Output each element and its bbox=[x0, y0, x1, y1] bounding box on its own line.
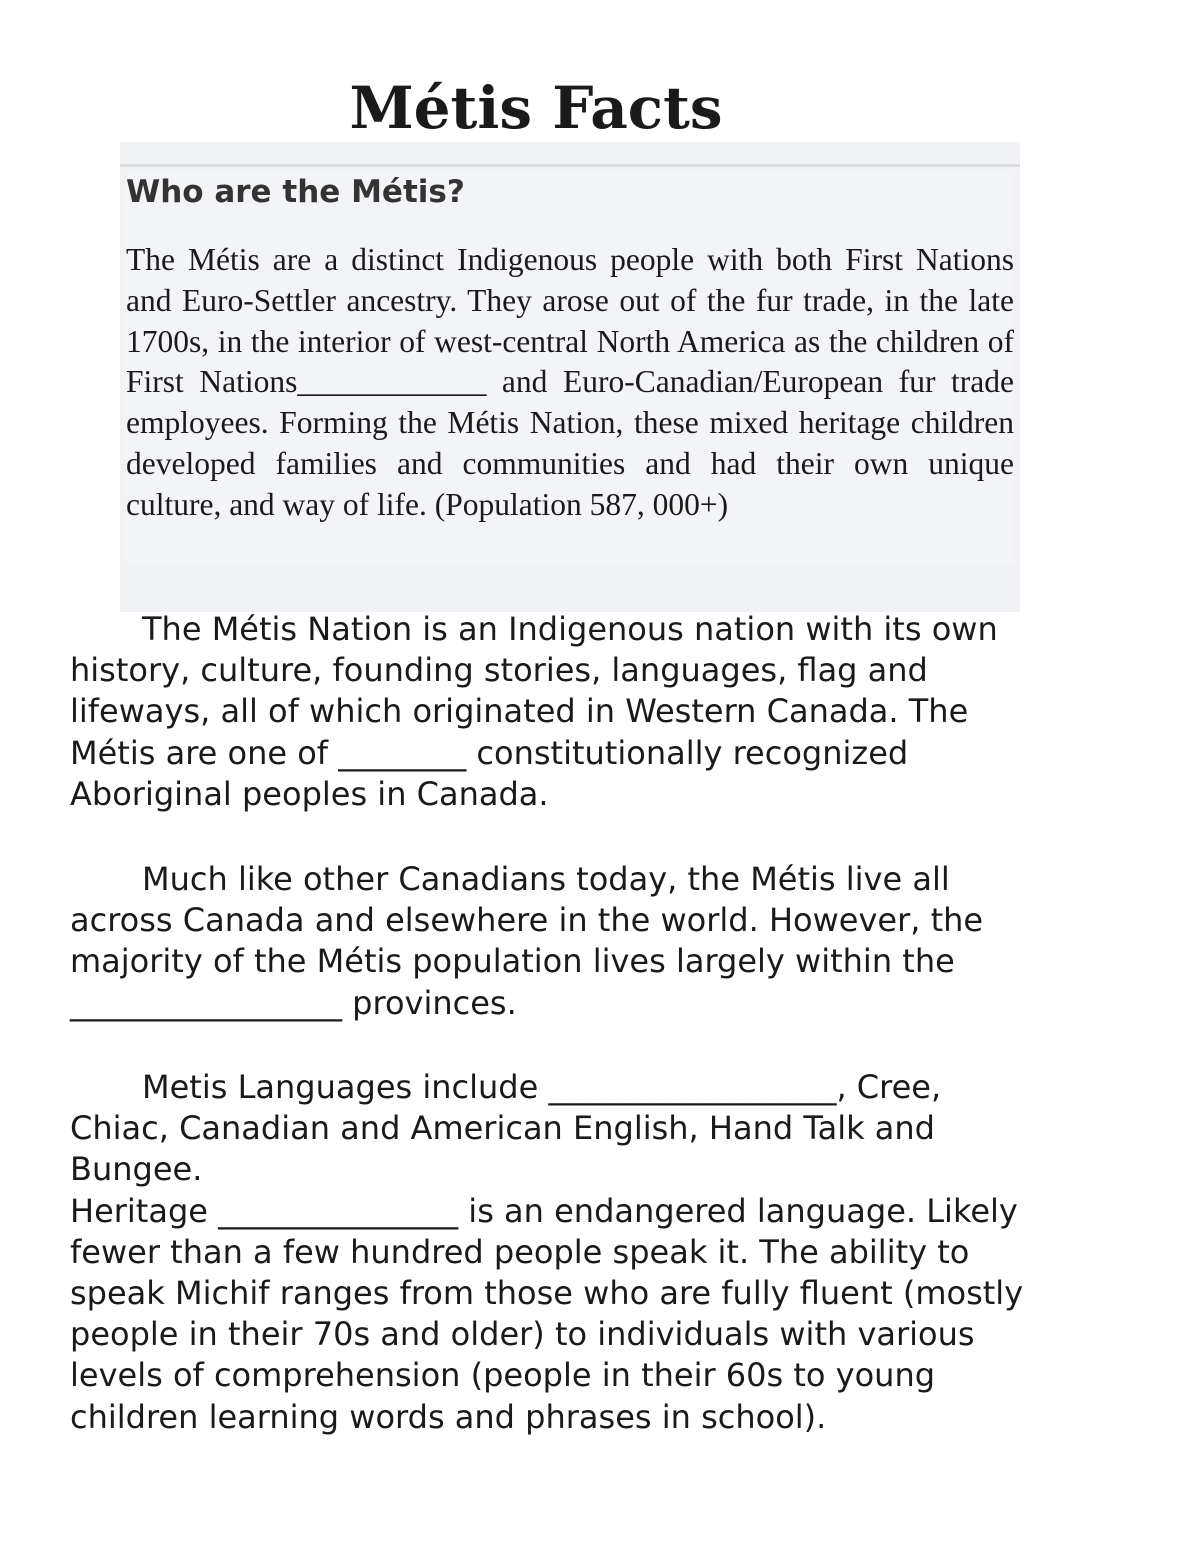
paragraph-line: across Canada and elsewhere in the world. However, the bbox=[70, 901, 984, 940]
paragraph-line: _________________ provinces. bbox=[70, 983, 517, 1022]
info-box-heading: Who are the Métis? bbox=[126, 174, 465, 210]
paragraph-line: Bungee. bbox=[70, 1150, 203, 1189]
paragraph-line: Heritage _______________ is an endangered language. Likely bbox=[70, 1191, 1018, 1230]
paragraph-line: people in their 70s and older) to individuals with various bbox=[70, 1315, 975, 1354]
paragraph-line: Chiac, Canadian and American English, Hand Talk and bbox=[70, 1109, 935, 1148]
paragraph-line: Metis Languages include __________________, Cree, bbox=[142, 1068, 942, 1106]
paragraph-line: fewer than a few hundred people speak it. The ability to bbox=[70, 1232, 970, 1271]
paragraph-line: speak Michif ranges from those who are fully fluent (mostly bbox=[70, 1274, 1024, 1313]
paragraph-metis-languages bbox=[70, 1067, 1132, 1438]
paragraph-line: The Métis Nation is an Indigenous nation with its own bbox=[142, 610, 998, 648]
paragraph-where-metis-live bbox=[70, 859, 1132, 1024]
info-box-rule bbox=[120, 164, 1020, 167]
paragraph-line: Much like other Canadians today, the Métis live all bbox=[142, 860, 950, 898]
paragraph-metis-nation bbox=[70, 609, 1132, 815]
paragraph-line: levels of comprehension (people in their 60s to young bbox=[70, 1356, 936, 1395]
paragraph-line: Aboriginal peoples in Canada. bbox=[70, 774, 549, 813]
info-box-body: The Métis are a distinct Indigenous people with both First Nations and Euro-Settler ancestry. They arose out of the fur trade, in the late 1700s, in the interior of west-central North America as the children of First Nations____________ and Euro-Canadian/European fur trade employees. Forming the Métis Nation, these mixed heritage children developed families and communities and had their own unique culture, and way of life. (Population 587, 000+) bbox=[126, 242, 1014, 522]
paragraph-line: lifeways, all of which originated in Western Canada. The bbox=[70, 692, 969, 731]
paragraph-line: Métis are one of ________ constitutionally recognized bbox=[70, 733, 909, 772]
paragraph-line: majority of the Métis population lives largely within the bbox=[70, 942, 955, 981]
page-title: Métis Facts bbox=[349, 74, 723, 142]
paragraph-line: children learning words and phrases in school). bbox=[70, 1397, 827, 1436]
paragraph-line: history, culture, founding stories, languages, flag and bbox=[70, 651, 928, 690]
